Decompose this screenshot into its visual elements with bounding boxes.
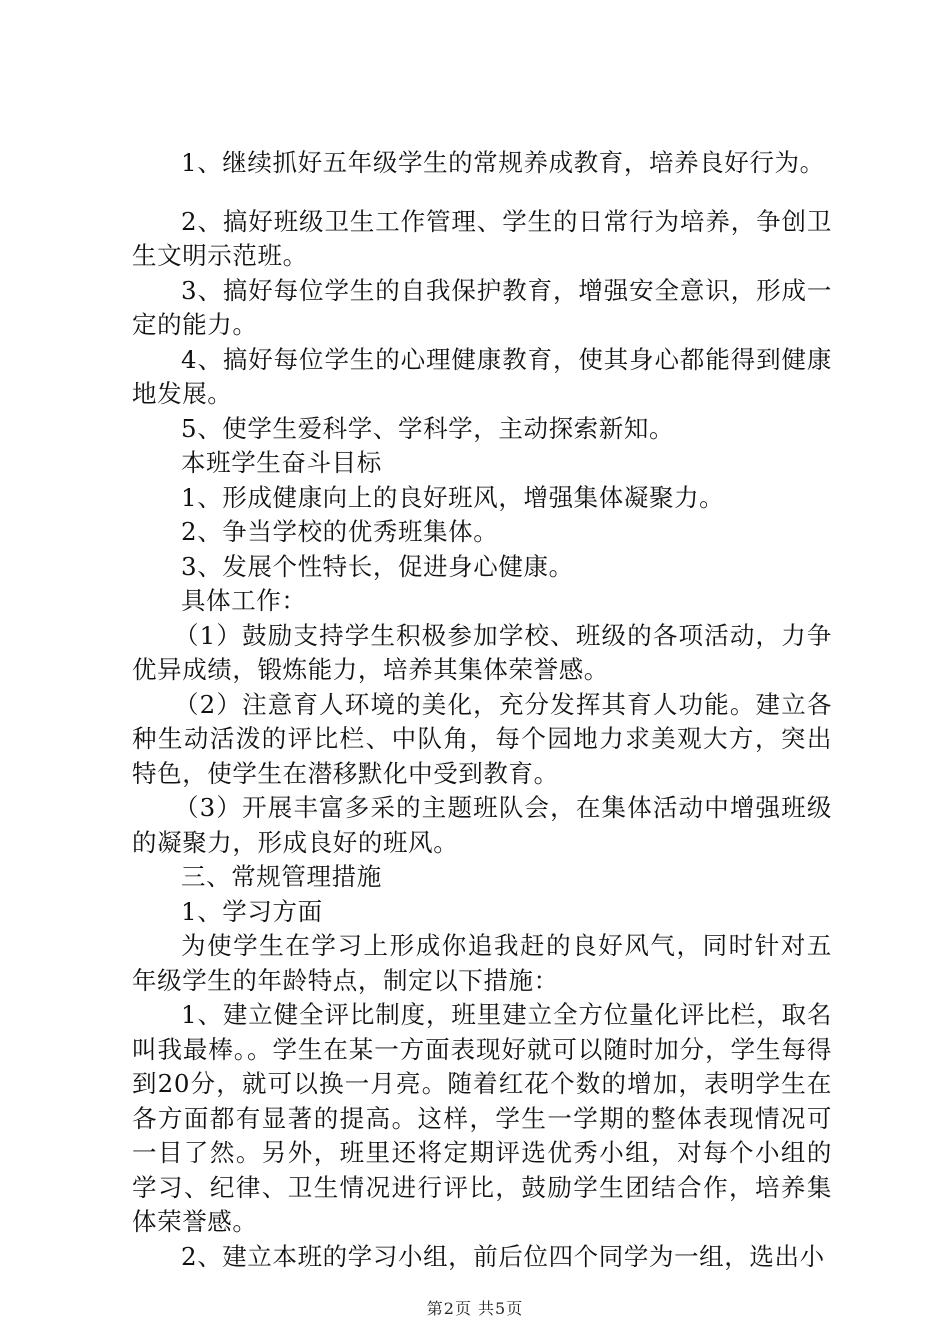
paragraph: （2）注意育人环境的美化，充分发挥其育人功能。建立各种生动活泼的评比栏、中队角，每个园地力求美观大方，突出特色，使学生在潜移默化中受到教育。 xyxy=(132,689,832,788)
paragraph: 1、建立健全评比制度，班里建立全方位量化评比栏，取名叫我最棒。。学生在某一方面表现好就可以随时加分，学生每得到20分，就可以换一月亮。随着红花个数的增加，表明学生在各方面都有显著的提高。这样，学生一学期的整体表现情况可一目了然。另外，班里还将定期评选优秀小组，对每个小组的学习、纪律、卫生情况进行评比，鼓励学生团结合作，培养集体荣誉感。 xyxy=(132,1000,832,1236)
paragraph: 为使学生在学习上形成你追我赶的良好风气，同时针对五年级学生的年龄特点，制定以下措施： xyxy=(132,931,832,995)
paragraph: 3、发展个性特长，促进身心健康。 xyxy=(181,551,574,581)
paragraph: 2、建立本班的学习小组，前后位四个同学为一组，选出小 xyxy=(181,1241,825,1271)
section-heading: 具体工作： xyxy=(181,586,307,615)
paragraph: （3）开展丰富多采的主题班队会，在集体活动中增强班级的凝聚力，形成良好的班风。 xyxy=(132,793,832,857)
section-heading: 本班学生奋斗目标 xyxy=(181,448,382,477)
paragraph: 5、使学生爱科学、学科学，主动探索新知。 xyxy=(181,413,675,443)
document-body xyxy=(132,146,832,1274)
paragraph: （1）鼓励支持学生积极参加学校、班级的各项活动，力争优异成绩，锻炼能力，培养其集体荣誉感。 xyxy=(132,620,832,684)
paragraph: 3、搞好每位学生的自我保护教育，增强安全意识，形成一定的能力。 xyxy=(132,275,832,339)
page-number-footer: 第2页 共5页 xyxy=(426,1299,524,1318)
section-heading: 三、常规管理措施 xyxy=(181,862,382,891)
paragraph: 4、搞好每位学生的心理健康教育，使其身心都能得到健康地发展。 xyxy=(132,344,832,408)
paragraph: 1、继续抓好五年级学生的常规养成教育，培养良好行为。 xyxy=(181,148,825,177)
section-heading: 1、学习方面 xyxy=(181,896,323,926)
paragraph: 1、形成健康向上的良好班风，增强集体凝聚力。 xyxy=(181,482,725,512)
paragraph: 2、争当学校的优秀班集体。 xyxy=(181,517,499,546)
paragraph: 2、搞好班级卫生工作管理、学生的日常行为培养，争创卫生文明示范班。 xyxy=(132,206,832,270)
